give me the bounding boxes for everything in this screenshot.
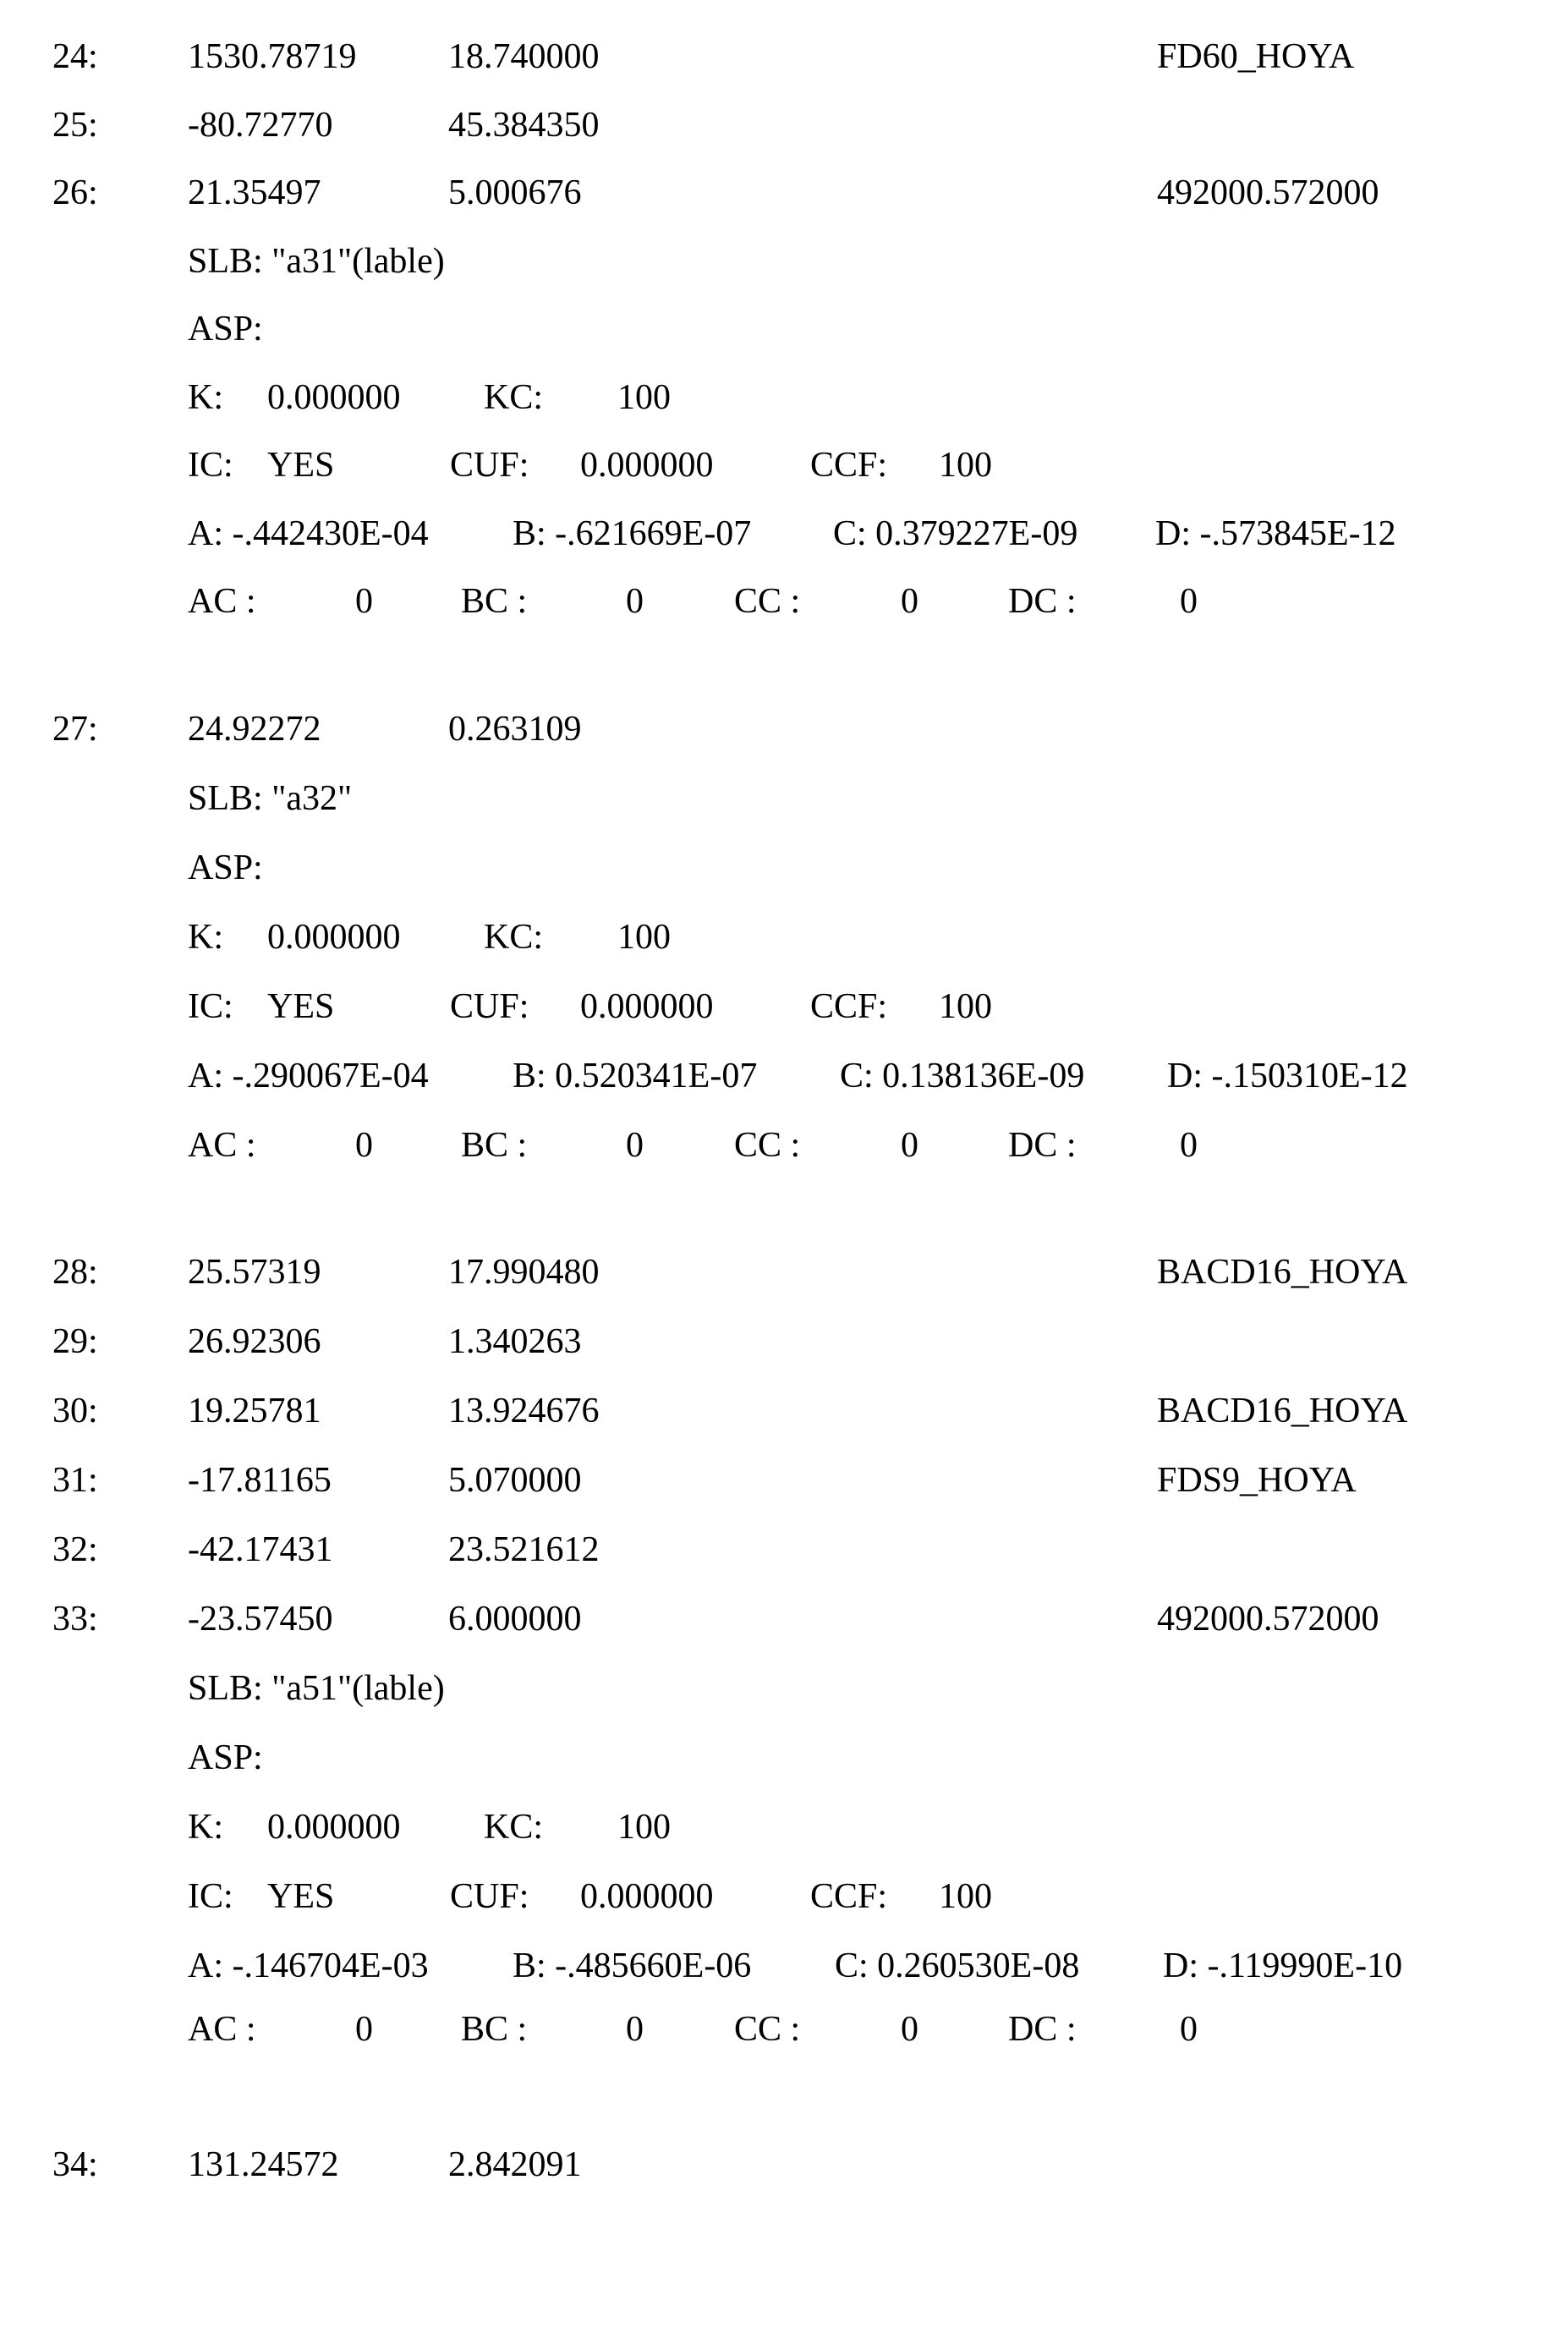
surface-radius: -17.81165 xyxy=(188,1461,332,1500)
bc-value: 0 xyxy=(626,582,644,621)
surface-thickness: 1.340263 xyxy=(448,1322,582,1361)
surface-radius: 131.24572 xyxy=(188,2145,339,2184)
cuf-label: CUF: xyxy=(450,446,529,485)
surface-thickness: 23.521612 xyxy=(448,1530,600,1569)
ccf-label: CCF: xyxy=(810,1877,888,1916)
surface-index: 26: xyxy=(52,173,98,212)
surface-row-33 xyxy=(0,1601,1568,1637)
ic-value: YES xyxy=(267,1877,335,1916)
cc-value: 0 xyxy=(901,2010,918,2049)
coef-b: B: -.485660E-06 xyxy=(513,1946,752,1985)
surface-thickness: 6.000000 xyxy=(448,1600,582,1639)
cc-label: CC : xyxy=(734,2010,801,2049)
surface-radius: -80.72770 xyxy=(188,106,333,145)
cuf-label: CUF: xyxy=(450,987,529,1026)
surface-thickness: 0.263109 xyxy=(448,710,582,749)
surface-radius: 19.25781 xyxy=(188,1392,321,1430)
ccf-value: 100 xyxy=(939,1877,992,1916)
ac-label: AC : xyxy=(188,1126,256,1165)
surface-glass: BACD16_HOYA xyxy=(1157,1392,1408,1430)
ic-label: IC: xyxy=(188,446,233,485)
surface-index: 24: xyxy=(52,37,98,76)
slb-label: SLB: "a51"(lable) xyxy=(188,1669,445,1708)
surface-radius: 24.92272 xyxy=(188,710,321,749)
bc-value: 0 xyxy=(626,1126,644,1165)
coef-d: D: -.573845E-12 xyxy=(1155,514,1396,553)
coef-c: C: 0.138136E-09 xyxy=(840,1057,1085,1095)
coef-c: C: 0.260530E-08 xyxy=(835,1946,1080,1985)
surface-thickness: 2.842091 xyxy=(448,2145,582,2184)
coef-b: B: 0.520341E-07 xyxy=(513,1057,758,1095)
surface-row-24 xyxy=(0,39,1568,74)
aspheric-slb-26 xyxy=(0,244,1568,279)
k-label: K: xyxy=(188,378,223,417)
aspheric-asp-27 xyxy=(0,850,1568,886)
aspheric-slb-33 xyxy=(0,1671,1568,1706)
dc-label: DC : xyxy=(1008,582,1077,621)
surface-row-31 xyxy=(0,1463,1568,1498)
coef-d: D: -.119990E-10 xyxy=(1163,1946,1403,1985)
surface-glass: 492000.572000 xyxy=(1157,173,1379,212)
k-value: 0.000000 xyxy=(267,918,401,957)
dc-value: 0 xyxy=(1180,582,1198,621)
bc-label: BC : xyxy=(461,582,528,621)
ac-value: 0 xyxy=(355,582,373,621)
kc-value: 100 xyxy=(617,918,671,957)
kc-value: 100 xyxy=(617,1808,671,1847)
surface-row-26 xyxy=(0,175,1568,211)
ic-label: IC: xyxy=(188,987,233,1026)
cuf-value: 0.000000 xyxy=(580,1877,714,1916)
surface-index: 25: xyxy=(52,106,98,145)
bc-label: BC : xyxy=(461,2010,528,2049)
aspheric-ic-27 xyxy=(0,989,1568,1024)
k-label: K: xyxy=(188,918,223,957)
cuf-value: 0.000000 xyxy=(580,446,714,485)
aspheric-k-27 xyxy=(0,920,1568,955)
coef-a: A: -.442430E-04 xyxy=(188,514,429,553)
ic-label: IC: xyxy=(188,1877,233,1916)
ic-value: YES xyxy=(267,987,335,1026)
surface-index: 32: xyxy=(52,1530,98,1569)
kc-label: KC: xyxy=(484,918,544,957)
k-label: K: xyxy=(188,1808,223,1847)
surface-row-28 xyxy=(0,1255,1568,1290)
kc-label: KC: xyxy=(484,1808,544,1847)
ccf-label: CCF: xyxy=(810,987,888,1026)
surface-radius: 25.57319 xyxy=(188,1253,321,1292)
aspheric-asp-26 xyxy=(0,311,1568,347)
coef-a: A: -.290067E-04 xyxy=(188,1057,429,1095)
surface-index: 31: xyxy=(52,1461,98,1500)
aspheric-k-26 xyxy=(0,380,1568,415)
surface-glass: FDS9_HOYA xyxy=(1157,1461,1357,1500)
asp-label: ASP: xyxy=(188,848,263,887)
cc-label: CC : xyxy=(734,582,801,621)
coef-c: C: 0.379227E-09 xyxy=(833,514,1078,553)
dc-label: DC : xyxy=(1008,1126,1077,1165)
surface-thickness: 18.740000 xyxy=(448,37,600,76)
asp-label: ASP: xyxy=(188,310,263,349)
surface-index: 28: xyxy=(52,1253,98,1292)
surface-radius: 26.92306 xyxy=(188,1322,321,1361)
cc-value: 0 xyxy=(901,1126,918,1165)
aspheric-coef-codes-26 xyxy=(0,584,1568,619)
surface-row-25 xyxy=(0,107,1568,143)
dc-value: 0 xyxy=(1180,1126,1198,1165)
aspheric-coefficients-33 xyxy=(0,1948,1568,1984)
surface-thickness: 5.070000 xyxy=(448,1461,582,1500)
surface-radius: -42.17431 xyxy=(188,1530,333,1569)
aspheric-slb-27 xyxy=(0,781,1568,816)
cc-label: CC : xyxy=(734,1126,801,1165)
dc-label: DC : xyxy=(1008,2010,1077,2049)
surface-thickness: 13.924676 xyxy=(448,1392,600,1430)
ac-value: 0 xyxy=(355,1126,373,1165)
aspheric-k-33 xyxy=(0,1809,1568,1845)
aspheric-ic-26 xyxy=(0,447,1568,483)
surface-index: 29: xyxy=(52,1322,98,1361)
slb-label: SLB: "a31"(lable) xyxy=(188,242,445,281)
coef-a: A: -.146704E-03 xyxy=(188,1946,429,1985)
dc-value: 0 xyxy=(1180,2010,1198,2049)
ac-value: 0 xyxy=(355,2010,373,2049)
surface-row-30 xyxy=(0,1393,1568,1429)
ac-label: AC : xyxy=(188,582,256,621)
aspheric-ic-33 xyxy=(0,1879,1568,1914)
surface-thickness: 45.384350 xyxy=(448,106,600,145)
surface-glass: BACD16_HOYA xyxy=(1157,1253,1408,1292)
cuf-label: CUF: xyxy=(450,1877,529,1916)
surface-radius: -23.57450 xyxy=(188,1600,333,1639)
aspheric-coef-codes-33 xyxy=(0,2012,1568,2047)
ccf-value: 100 xyxy=(939,987,992,1026)
surface-thickness: 17.990480 xyxy=(448,1253,600,1292)
bc-value: 0 xyxy=(626,2010,644,2049)
ccf-value: 100 xyxy=(939,446,992,485)
aspheric-coefficients-26 xyxy=(0,516,1568,552)
k-value: 0.000000 xyxy=(267,1808,401,1847)
kc-label: KC: xyxy=(484,378,544,417)
surface-index: 33: xyxy=(52,1600,98,1639)
coef-d: D: -.150310E-12 xyxy=(1167,1057,1408,1095)
surface-index: 27: xyxy=(52,710,98,749)
surface-thickness: 5.000676 xyxy=(448,173,582,212)
surface-glass: 492000.572000 xyxy=(1157,1600,1379,1639)
ccf-label: CCF: xyxy=(810,446,888,485)
aspheric-asp-33 xyxy=(0,1740,1568,1776)
aspheric-coef-codes-27 xyxy=(0,1128,1568,1163)
cuf-value: 0.000000 xyxy=(580,987,714,1026)
surface-row-27 xyxy=(0,711,1568,747)
surface-radius: 1530.78719 xyxy=(188,37,357,76)
asp-label: ASP: xyxy=(188,1738,263,1777)
surface-index: 34: xyxy=(52,2145,98,2184)
surface-index: 30: xyxy=(52,1392,98,1430)
surface-glass: FD60_HOYA xyxy=(1157,37,1355,76)
surface-radius: 21.35497 xyxy=(188,173,321,212)
coef-b: B: -.621669E-07 xyxy=(513,514,752,553)
slb-label: SLB: "a32" xyxy=(188,779,353,818)
ic-value: YES xyxy=(267,446,335,485)
surface-row-29 xyxy=(0,1324,1568,1359)
aspheric-coefficients-27 xyxy=(0,1058,1568,1094)
bc-label: BC : xyxy=(461,1126,528,1165)
ac-label: AC : xyxy=(188,2010,256,2049)
surface-row-32 xyxy=(0,1532,1568,1568)
cc-value: 0 xyxy=(901,582,918,621)
k-value: 0.000000 xyxy=(267,378,401,417)
surface-row-34 xyxy=(0,2147,1568,2182)
kc-value: 100 xyxy=(617,378,671,417)
